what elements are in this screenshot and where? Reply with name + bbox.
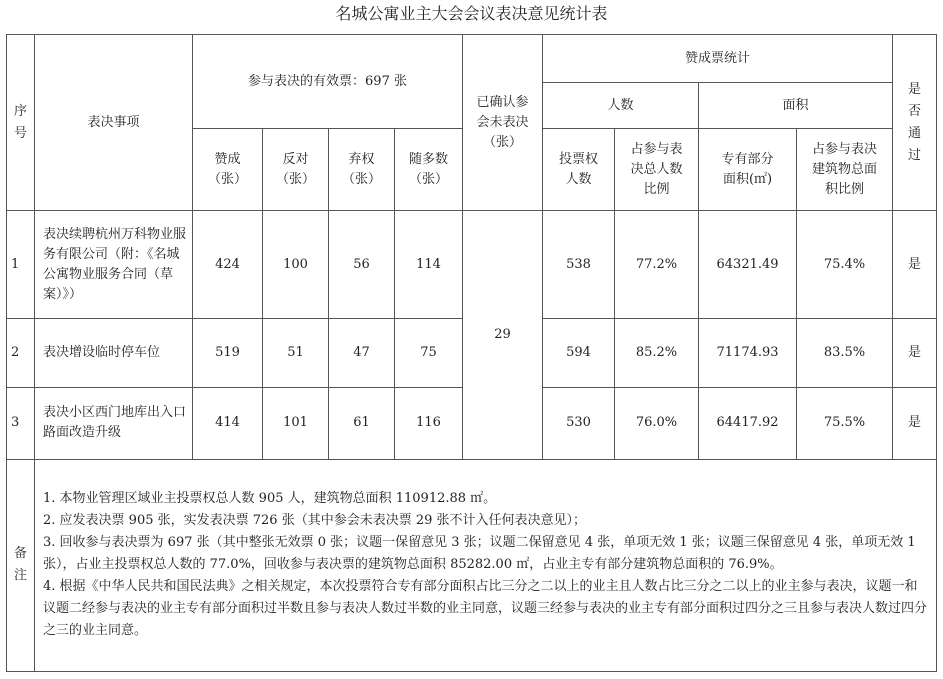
header-seq: 序 号	[7, 35, 35, 211]
header-approve-stats: 赞成票统计	[543, 35, 893, 83]
page-title: 名城公寓业主大会会议表决意见统计表	[335, 4, 608, 23]
notes-label: 备 注	[7, 459, 35, 671]
row-abstain: 47	[329, 319, 395, 387]
header-people: 人数	[543, 83, 699, 129]
row-voter-ratio: 85.2%	[615, 319, 699, 387]
row-exclusive-area: 64321.49	[699, 211, 797, 319]
row-item: 表决增设临时停车位	[35, 319, 193, 387]
header-approve: 赞成 （张）	[193, 129, 263, 211]
row-approve: 414	[193, 387, 263, 459]
header-passed: 是 否 通 过	[893, 35, 937, 211]
note-3: 3. 回收参与表决票为 697 张（其中整张无效票 0 张；议题一保留意见 3 张；议题二保留意见 4 张，单项无效 1 张；议题三保留意见 4 张，单项无效 1 张），占业主投票权总人数的 77.0%，回收参与表决票的建筑物总面积 85282.00 ㎡，占业主专有部分建筑物总面积的 76.9%。	[43, 535, 916, 573]
header-item: 表决事项	[35, 35, 193, 211]
row-passed: 是	[893, 319, 937, 387]
row-abstain: 56	[329, 211, 395, 319]
row-abstain: 61	[329, 387, 395, 459]
row-exclusive-area: 71174.93	[699, 319, 797, 387]
notes-row	[7, 459, 937, 671]
header-oppose: 反对 （张）	[263, 129, 329, 211]
row-oppose: 101	[263, 387, 329, 459]
row-voter-ratio: 77.2%	[615, 211, 699, 319]
row-approve: 424	[193, 211, 263, 319]
row-oppose: 100	[263, 211, 329, 319]
row-seq: 2	[7, 319, 35, 387]
table-row	[7, 211, 937, 319]
header-abstain: 弃权 （张）	[329, 129, 395, 211]
header-valid-votes: 参与表决的有效票：697 张	[193, 35, 463, 129]
row-passed: 是	[893, 387, 937, 459]
header-voter-ratio: 占参与表 决总人数 比例	[615, 129, 699, 211]
row-voter-count: 594	[543, 319, 615, 387]
header-area: 面积	[699, 83, 893, 129]
row-exclusive-area: 64417.92	[699, 387, 797, 459]
notes-content	[35, 459, 937, 671]
row-item: 表决小区西门地库出入口路面改造升级	[35, 387, 193, 459]
row-area-ratio: 75.5%	[797, 387, 893, 459]
row-passed: 是	[893, 211, 937, 319]
row-approve: 519	[193, 319, 263, 387]
header-follow-majority: 随多数 （张）	[395, 129, 463, 211]
note-1: 1. 本物业管理区域业主投票权总人数 905 人，建筑物总面积 110912.88 ㎡。	[43, 491, 497, 507]
row-follow-majority: 116	[395, 387, 463, 459]
row-follow-majority: 75	[395, 319, 463, 387]
confirmed-absent-value: 29	[463, 211, 543, 459]
row-item: 表决续聘杭州万科物业服务有限公司（附：《名城公寓物业服务合同（草案）》）	[35, 211, 193, 319]
note-2: 2. 应发表决票 905 张，实发表决票 726 张（其中参会未表决票 29 张不计入任何表决意见）；	[43, 513, 586, 529]
note-4: 4. 根据《中华人民共和国民法典》之相关规定，本次投票符合专有部分面积占比三分之二以上的业主且人数占比三分之二以上的业主参与表决，议题一和议题二经参与表决的业主专有部分面积过半数且参与表决人数过半数的业主同意，议题三经参与表决的业主专有部分面积过四分之三且参与表决人数过四分之三的业主同意。	[43, 579, 928, 639]
row-area-ratio: 75.4%	[797, 211, 893, 319]
vote-statistics-table	[6, 34, 937, 672]
row-follow-majority: 114	[395, 211, 463, 319]
header-confirmed-absent: 已确认参 会未表决 （张）	[463, 35, 543, 211]
row-area-ratio: 83.5%	[797, 319, 893, 387]
header-voter-count: 投票权 人数	[543, 129, 615, 211]
row-oppose: 51	[263, 319, 329, 387]
row-voter-count: 538	[543, 211, 615, 319]
header-exclusive-area: 专有部分 面积(㎡)	[699, 129, 797, 211]
row-seq: 1	[7, 211, 35, 319]
header-area-ratio: 占参与表决 建筑物总面 积比例	[797, 129, 893, 211]
row-voter-ratio: 76.0%	[615, 387, 699, 459]
row-seq: 3	[7, 387, 35, 459]
row-voter-count: 530	[543, 387, 615, 459]
